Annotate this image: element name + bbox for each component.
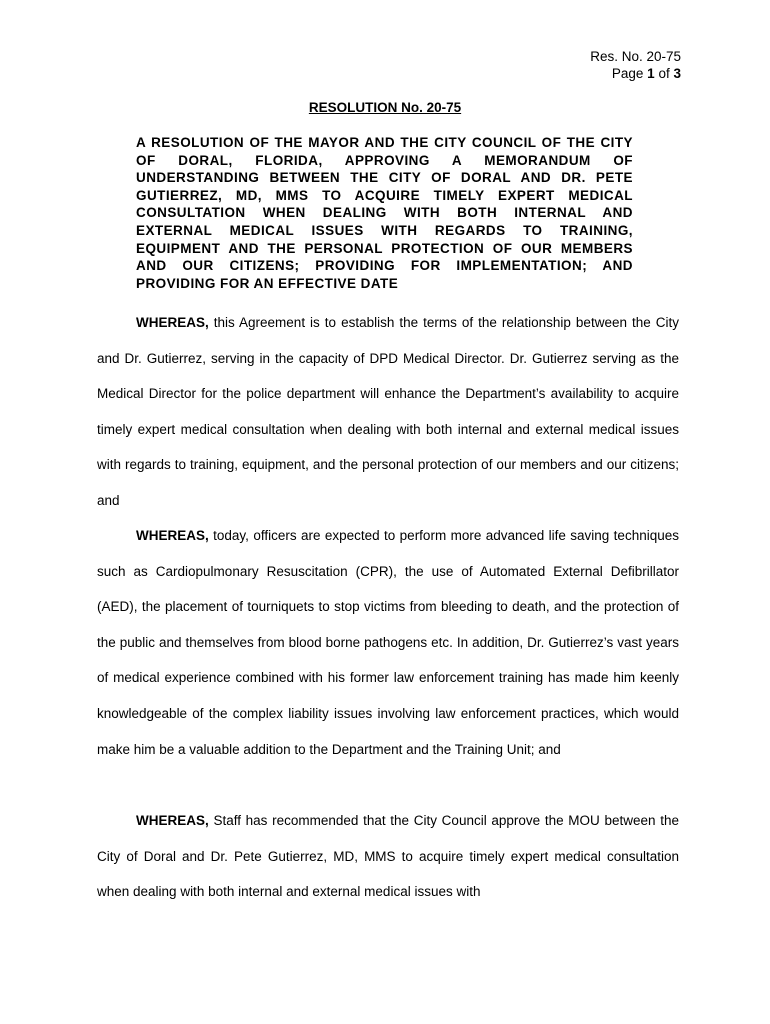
whereas-paragraph-2	[97, 518, 679, 767]
page-current: 1	[647, 66, 655, 81]
resolution-title: RESOLUTION No. 20-75	[308, 100, 462, 115]
paragraph-text: today, officers are expected to perform more advanced life saving techniques such as Cardiopulmonary Resuscitation (CPR), the use of Automated External Defibrillator (AED), the placement of tourniquets to stop victims from bleeding to death, and the protection of the public and themselves from blood borne pathogens etc. In addition, Dr. Gutierrez’s vast years of medical experience combined with his former law enforcement training has made him keenly knowledgeable of the complex liability issues involving law enforcement practices, which would make him be a valuable addition to the Department and the Training Unit; and	[97, 528, 679, 757]
whereas-lead: WHEREAS,	[136, 528, 209, 543]
page-indicator	[590, 65, 681, 82]
whereas-paragraph-1	[97, 305, 679, 519]
resolution-number: Res. No. 20-75	[590, 49, 681, 64]
page-header	[590, 48, 681, 82]
page-of: of	[658, 66, 670, 81]
paragraph-text: Staff has recommended that the City Council approve the MOU between the City of Doral and Dr. Pete Gutierrez, MD, MMS to acquire timely expert medical consultation when dealing with both internal and external medical issues with	[97, 813, 679, 900]
whereas-lead: WHEREAS,	[136, 315, 209, 330]
whereas-paragraph-3	[97, 803, 679, 910]
whereas-lead: WHEREAS,	[136, 813, 209, 828]
paragraph-text: this Agreement is to establish the terms of the relationship between the City and Dr. Gutierrez, serving in the capacity of DPD Medical Director. Dr. Gutierrez serving as the Medical Director for the police department will enhance the Department’s availability to acquire timely expert medical consultation when dealing with both internal and external medical issues with regards to training, equipment, and the personal protection of our members and our citizens; and	[97, 315, 679, 508]
resolution-caption: A RESOLUTION OF THE MAYOR AND THE CITY COUNCIL OF THE CITY OF DORAL, FLORIDA, APPROVING A MEMORANDUM OF UNDERSTANDING BETWEEN THE CITY OF DORAL AND DR. PETE GUTIERREZ, MD, MMS TO ACQUIRE TIMELY EXPERT MEDICAL CONSULTATION WHEN DEALING WITH BOTH INTERNAL AND EXTERNAL MEDICAL ISSUES WITH REGARDS TO TRAINING, EQUIPMENT AND THE PERSONAL PROTECTION OF OUR MEMBERS AND OUR CITIZENS; PROVIDING FOR IMPLEMENTATION; AND PROVIDING FOR AN EFFECTIVE DATE	[136, 135, 633, 291]
page-total: 3	[673, 66, 681, 81]
page-prefix: Page	[611, 66, 644, 81]
